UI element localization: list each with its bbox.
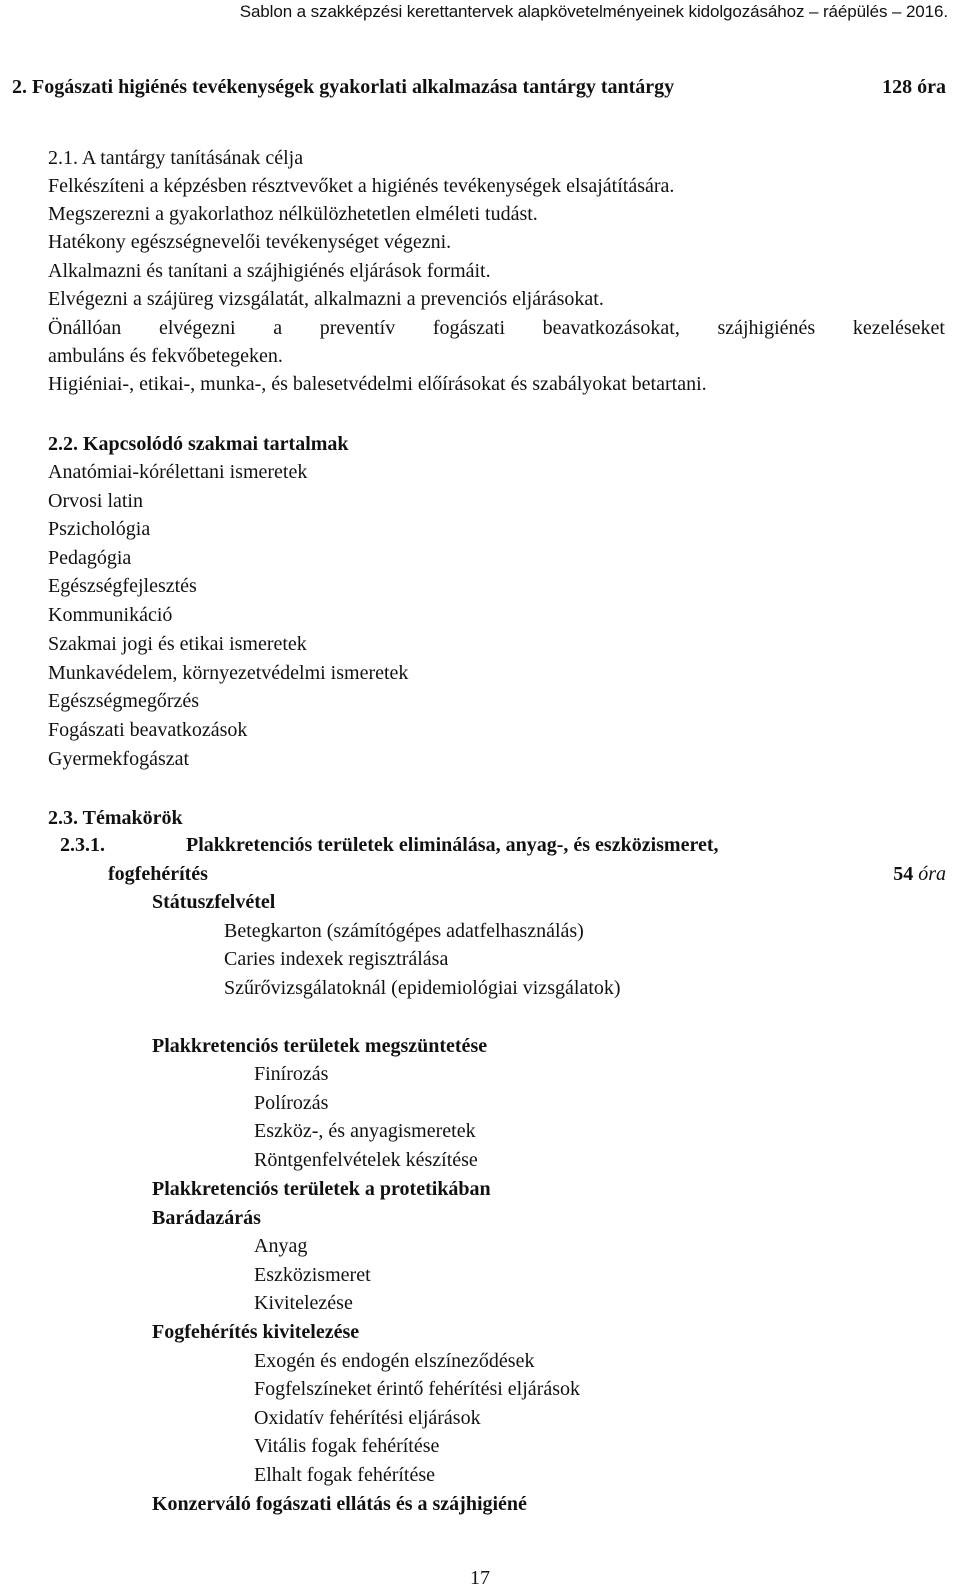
related-item: Egészségfejlesztés (48, 575, 197, 597)
page-header: Sablon a szakképzési kerettantervek alapkövetelményeinek kidolgozásához – ráépülés – 2016. (239, 2, 948, 21)
topic-hours (893, 862, 946, 886)
topic-hours-unit: óra (918, 863, 946, 885)
goal-item: Önállóan elvégezni a preventív fogászati beavatkozásokat, szájhigiénés kezeléseket (48, 317, 945, 339)
topic-title-continued: fogfehérítés (108, 863, 208, 885)
whitening-item: Vitális fogak fehérítése (254, 1435, 440, 1457)
fissure-item: Eszközismeret (254, 1264, 371, 1286)
removal-item: Eszköz-, és anyagismeretek (254, 1120, 476, 1142)
status-item: Betegkarton (számítógépes adatfelhasználás) (224, 920, 584, 942)
prosthetics-heading: Plakkretenciós területek a protetikában (152, 1178, 491, 1200)
related-item: Kommunikáció (48, 604, 173, 626)
related-item: Anatómiai-kórélettani ismeretek (48, 461, 308, 483)
goal-item: Elvégezni a szájüreg vizsgálatát, alkalmazni a prevenciós eljárásokat. (48, 288, 604, 310)
related-item: Orvosi latin (48, 490, 143, 512)
topic-number: 2.3.1. (60, 834, 105, 856)
related-item: Munkavédelem, környezetvédelmi ismeretek (48, 662, 409, 684)
status-item: Szűrővizsgálatoknál (epidemiológiai vizsgálatok) (224, 977, 621, 999)
whitening-heading: Fogfehérítés kivitelezése (152, 1321, 360, 1343)
goal-item: Felkészíteni a képzésben résztvevőket a higiénés tevékenységek elsajátítására. (48, 175, 675, 197)
related-item: Szakmai jogi és etikai ismeretek (48, 633, 307, 655)
related-item: Egészségmegőrzés (48, 690, 200, 712)
related-heading: 2.2. Kapcsolódó szakmai tartalmak (48, 433, 349, 455)
topic-title: Plakkretenciós területek eliminálása, anyag-, és eszközismeret, (186, 834, 719, 856)
related-item: Pszichológia (48, 518, 151, 540)
subject-hours: 128 óra (882, 76, 946, 98)
related-item: Pedagógia (48, 547, 132, 569)
related-item: Fogászati beavatkozások (48, 719, 248, 741)
goal-item: Hatékony egészségnevelői tevékenységet végezni. (48, 231, 452, 253)
subject-title: 2. Fogászati higiénés tevékenységek gyakorlati alkalmazása tantárgy tantárgy (12, 76, 675, 98)
conservative-heading: Konzerváló fogászati ellátás és a szájhigiéné (152, 1493, 527, 1515)
removal-item: Röntgenfelvételek készítése (254, 1149, 478, 1171)
whitening-item: Oxidatív fehérítési eljárások (254, 1407, 481, 1429)
whitening-item: Fogfelszíneket érintő fehérítési eljárások (254, 1378, 580, 1400)
fissure-item: Kivitelezése (254, 1292, 353, 1314)
status-heading: Státuszfelvétel (152, 891, 276, 913)
status-item: Caries indexek regisztrálása (224, 948, 449, 970)
whitening-item: Elhalt fogak fehérítése (254, 1464, 436, 1486)
goal-item: ambuláns és fekvőbetegeken. (48, 345, 283, 367)
whitening-item: Exogén és endogén elszíneződések (254, 1350, 535, 1372)
removal-heading: Plakkretenciós területek megszüntetése (152, 1035, 488, 1057)
goals-heading: 2.1. A tantárgy tanításának célja (48, 147, 304, 169)
topic-hours-number: 54 (893, 863, 914, 885)
goal-item: Higiéniai-, etikai-, munka-, és balesetvédelmi előírásokat és szabályokat betartani. (48, 373, 707, 395)
removal-item: Polírozás (254, 1092, 329, 1114)
fissure-heading: Barádazárás (152, 1207, 261, 1229)
related-item: Gyermekfogászat (48, 748, 190, 770)
page-number: 17 (470, 1567, 490, 1589)
removal-item: Finírozás (254, 1063, 329, 1085)
goal-item: Alkalmazni és tanítani a szájhigiénés eljárások formáit. (48, 260, 491, 282)
topics-heading: 2.3. Témakörök (48, 807, 183, 829)
fissure-item: Anyag (254, 1235, 308, 1257)
goal-item: Megszerezni a gyakorlathoz nélkülözhetetlen elméleti tudást. (48, 203, 538, 225)
